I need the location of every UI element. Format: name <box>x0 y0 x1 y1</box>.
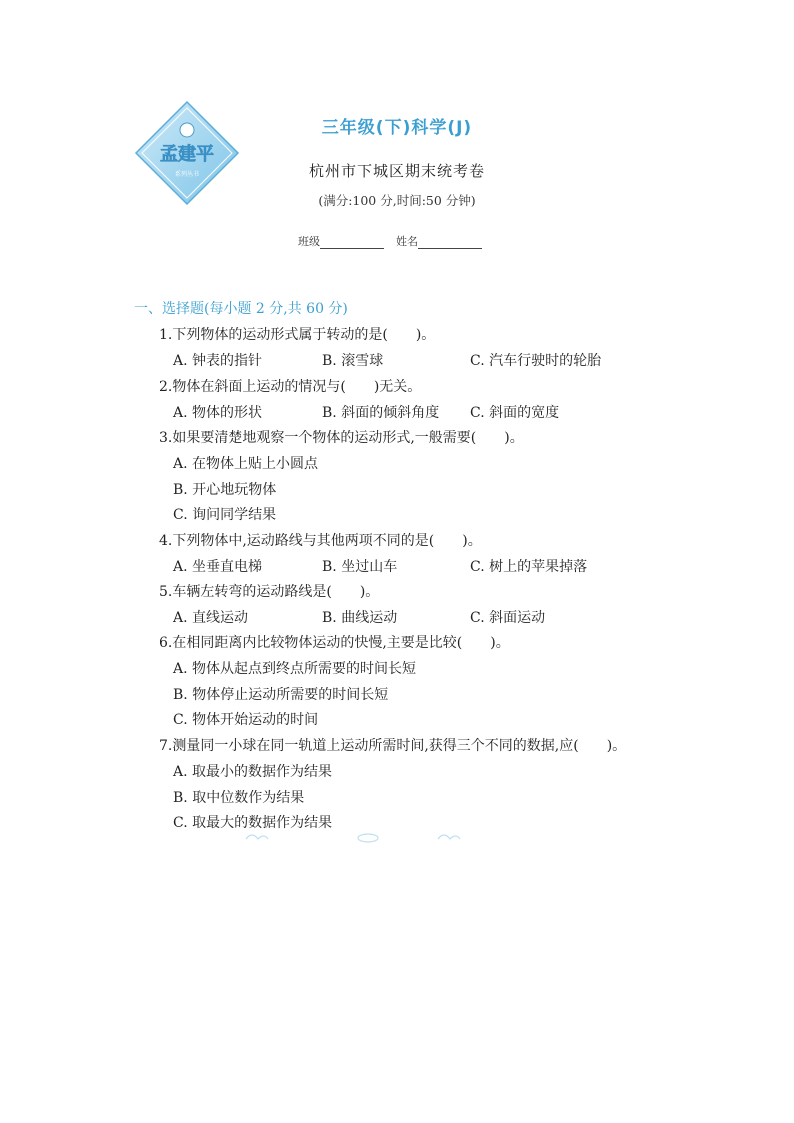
option[interactable]: C. 取最大的数据作为结果 <box>173 815 333 831</box>
class-field[interactable] <box>298 233 384 249</box>
question: 2.物体在斜面上运动的情况与( )无关。 <box>159 379 422 395</box>
option[interactable]: C. 斜面的宽度 <box>470 405 560 421</box>
name-label: 姓名 <box>396 235 418 248</box>
question: 7.测量同一小球在同一轨道上运动所需时间,获得三个不同的数据,应( )。 <box>159 738 627 754</box>
option[interactable]: A. 取最小的数据作为结果 <box>173 764 333 780</box>
option[interactable]: A. 物体的形状 <box>173 405 263 421</box>
score-time-note: (满分:100 分,时间:50 分钟) <box>318 193 476 208</box>
student-info-row <box>298 233 482 249</box>
question: 3.如果要清楚地观察一个物体的运动形式,一般需要( )。 <box>159 430 524 446</box>
option[interactable]: B. 物体停止运动所需要的时间长短 <box>173 687 389 703</box>
option[interactable]: B. 滚雪球 <box>322 353 384 369</box>
option[interactable]: B. 曲线运动 <box>322 610 398 626</box>
option[interactable]: B. 坐过山车 <box>322 559 398 575</box>
class-blank[interactable] <box>320 237 384 249</box>
logo-text: 孟建平 <box>160 144 214 165</box>
question: 4.下列物体中,运动路线与其他两项不同的是( )。 <box>159 533 482 549</box>
option[interactable]: A. 坐垂直电梯 <box>173 559 263 575</box>
option[interactable]: B. 开心地玩物体 <box>173 482 277 498</box>
option[interactable]: B. 斜面的倾斜角度 <box>322 405 440 421</box>
page-title: 三年级(下)科学(J) <box>321 118 473 138</box>
logo-subtext: 系列丛书 <box>174 171 200 178</box>
option[interactable]: A. 钟表的指针 <box>173 353 263 369</box>
question: 5.车辆左转弯的运动路线是( )。 <box>159 584 380 600</box>
option[interactable]: B. 取中位数作为结果 <box>173 790 305 806</box>
name-field[interactable] <box>396 233 482 249</box>
option[interactable]: C. 斜面运动 <box>470 610 546 626</box>
exam-subtitle: 杭州市下城区期末统考卷 <box>308 162 485 180</box>
name-blank[interactable] <box>418 237 482 249</box>
option[interactable]: C. 询问同学结果 <box>173 507 277 523</box>
footer-decoration <box>244 828 464 842</box>
option[interactable]: C. 物体开始运动的时间 <box>173 712 319 728</box>
question: 6.在相同距离内比较物体运动的快慢,主要是比较( )。 <box>159 635 510 651</box>
section-heading: 一、选择题(每小题 2 分,共 60 分) <box>134 301 348 317</box>
class-label: 班级 <box>298 235 320 248</box>
option[interactable]: A. 直线运动 <box>173 610 249 626</box>
option[interactable]: C. 树上的苹果掉落 <box>470 559 588 575</box>
question: 1.下列物体的运动形式属于转动的是( )。 <box>159 327 436 343</box>
option[interactable]: A. 在物体上贴上小圆点 <box>173 456 319 472</box>
option[interactable]: A. 物体从起点到终点所需要的时间长短 <box>173 661 417 677</box>
option[interactable]: C. 汽车行驶时的轮胎 <box>470 353 602 369</box>
